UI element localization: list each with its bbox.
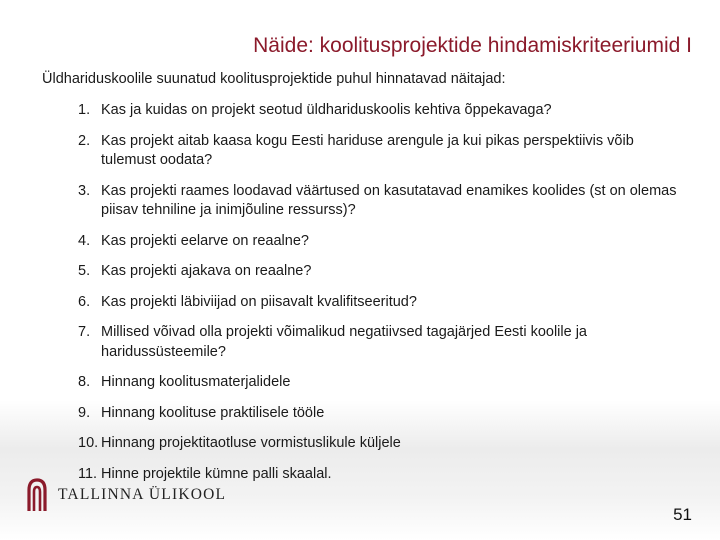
item-text: Kas projekt aitab kaasa kogu Eesti hariduse arengule ja kui pikas perspektiivis võib tulemust oodata?	[101, 132, 634, 168]
criteria-list	[78, 101, 678, 495]
item-text: Kas projekti eelarve on reaalne?	[101, 232, 309, 249]
item-text: Hinne projektile kümne palli skaalal.	[101, 465, 332, 482]
item-number: 3.	[78, 182, 91, 199]
logo-text: TALLINNA ÜLIKOOL	[58, 486, 227, 503]
list-item	[78, 262, 678, 282]
item-number: 1.	[78, 102, 91, 118]
slide-title: Näide: koolitusprojektide hindamiskriteeriumid I	[253, 34, 692, 57]
item-number: 4.	[78, 232, 91, 249]
item-text: Kas ja kuidas on projekt seotud üldhariduskoolis kehtiva õppekavaga?	[101, 102, 552, 118]
item-number: 7.	[78, 324, 91, 340]
intro-text: Üldhariduskoolile suunatud koolitusprojektide puhul hinnatavad näitajad:	[42, 71, 506, 87]
item-text: Millised võivad olla projekti võimalikud negatiivsed tagajärjed Eesti koolile ja haridussüsteemile?	[101, 324, 587, 360]
item-text: Hinnang koolituse praktilisele tööle	[101, 404, 325, 421]
list-item	[78, 323, 678, 362]
item-number: 10.	[78, 435, 99, 451]
list-item	[78, 232, 678, 252]
list-item	[78, 293, 678, 313]
list-item	[78, 132, 678, 171]
list-item	[78, 434, 678, 454]
item-text: Hinnang koolitusmaterjalidele	[101, 374, 291, 390]
item-number: 6.	[78, 293, 91, 310]
list-item	[78, 101, 678, 121]
tallinn-university-emblem-icon	[26, 478, 48, 512]
item-number: 11.	[78, 465, 98, 482]
item-text: Hinnang projektitaotluse vormistuslikule küljele	[101, 435, 401, 451]
list-item	[78, 373, 678, 393]
list-item	[78, 404, 678, 424]
item-number: 9.	[78, 404, 91, 421]
university-logo	[26, 478, 226, 512]
item-number: 2.	[78, 132, 91, 149]
item-text: Kas projekti läbiviijad on piisavalt kvalifitseeritud?	[101, 293, 417, 310]
page-number: 51	[673, 505, 692, 524]
item-text: Kas projekti ajakava on reaalne?	[101, 263, 312, 279]
item-number: 5.	[78, 263, 91, 279]
item-number: 8.	[78, 374, 91, 390]
list-item	[78, 182, 678, 221]
item-text: Kas projekti raames loodavad väärtused on kasutatavad enamikes koolides (st on olemas piisav tehniline ja inimjõuline ressurss)?	[101, 182, 677, 218]
